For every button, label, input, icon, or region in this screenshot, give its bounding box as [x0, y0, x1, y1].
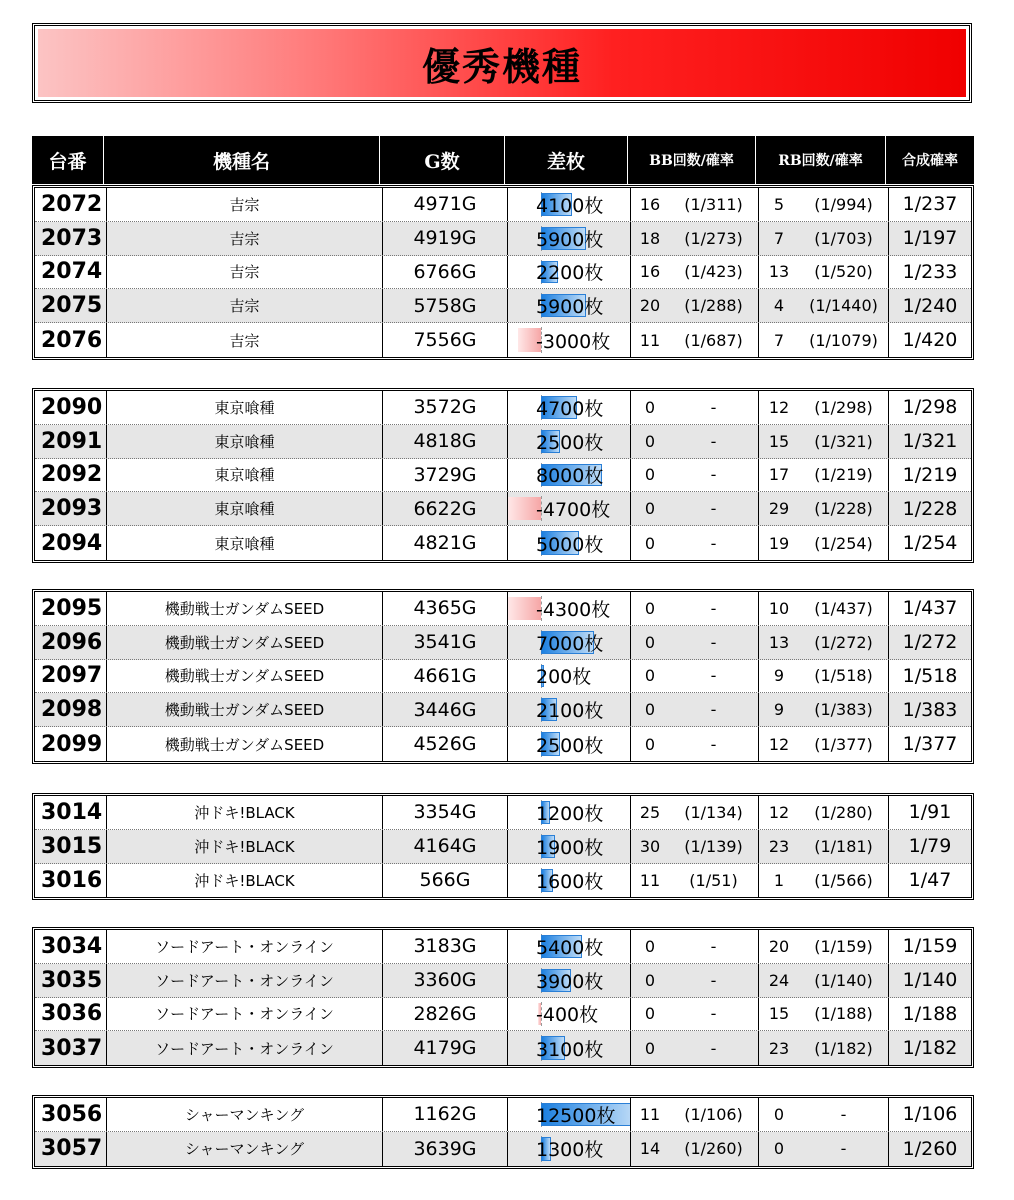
coin-difference-text: 4100枚: [536, 194, 604, 217]
coin-difference-cell: [508, 796, 631, 829]
rb-rate-cell: (1/188): [799, 998, 889, 1031]
rb-count-cell: 1: [773, 870, 785, 890]
rb-count-cell: 9: [773, 700, 785, 720]
table-row[interactable]: [35, 592, 971, 626]
rb-count-cell: 24: [768, 970, 790, 990]
header-no: 台番: [32, 136, 104, 184]
bb-rate-cell: (1/273): [669, 222, 759, 255]
machine-number-cell: 3056: [35, 1098, 107, 1131]
machine-name-cell: 吉宗: [107, 323, 383, 357]
bb-rate-cell: (1/260): [669, 1132, 759, 1166]
bb-rate-cell: (1/687): [669, 323, 759, 357]
coin-difference-text: 1300枚: [536, 1139, 604, 1162]
machine-number-cell: 3036: [35, 998, 107, 1031]
rb-count-cell: 23: [768, 1038, 790, 1058]
table-row[interactable]: [35, 492, 971, 526]
bb-rate-cell: -: [669, 492, 759, 525]
game-count-cell: 4526G: [383, 727, 508, 761]
bb-rate-cell: -: [669, 592, 759, 625]
coin-difference-text: 7000枚: [536, 632, 604, 655]
coin-difference-text: -400枚: [536, 1004, 599, 1027]
bb-rate-cell: -: [669, 998, 759, 1031]
table-row[interactable]: [35, 660, 971, 694]
machine-name-cell: 東京喰種: [107, 526, 383, 560]
coin-difference-cell: [508, 626, 631, 659]
coin-difference-cell: [508, 830, 631, 863]
coin-difference-cell: [508, 256, 631, 289]
table-row[interactable]: [35, 1098, 971, 1132]
coin-difference-text: -4700枚: [536, 499, 611, 522]
machine-name-cell: 東京喰種: [107, 492, 383, 525]
rb-rate-cell: (1/228): [799, 492, 889, 525]
rb-count-cell: 12: [768, 397, 790, 417]
bb-rate-cell: -: [669, 693, 759, 726]
rb-count-cell: 9: [773, 666, 785, 686]
machine-name-cell: 沖ドキ!BLACK: [107, 864, 383, 898]
header-diff: 差枚: [505, 136, 628, 184]
game-count-cell: 3360G: [383, 964, 508, 997]
machine-number-cell: 2096: [35, 626, 107, 659]
coin-difference-cell: [508, 1098, 631, 1131]
machine-name-cell: 沖ドキ!BLACK: [107, 796, 383, 829]
combined-rate-cell: 1/159: [902, 935, 958, 958]
machine-group: [32, 927, 974, 1068]
combined-rate-cell: 1/182: [902, 1037, 958, 1060]
machine-name-cell: 吉宗: [107, 256, 383, 289]
rb-count-cell: 7: [773, 330, 785, 350]
combined-rate-cell: 1/233: [902, 260, 958, 283]
table-row[interactable]: [35, 391, 971, 425]
coin-difference-text: 8000枚: [536, 465, 604, 488]
game-count-cell: 4971G: [383, 188, 508, 221]
coin-difference-cell: [508, 930, 631, 963]
combined-rate-cell: 1/237: [902, 193, 958, 216]
machine-name-cell: ソードアート・オンライン: [107, 1031, 383, 1065]
rb-rate-cell: -: [799, 1098, 889, 1131]
game-count-cell: 4365G: [383, 592, 508, 625]
machine-name-cell: シャーマンキング: [107, 1132, 383, 1166]
bb-count-cell: 11: [639, 330, 661, 350]
machine-name-cell: 東京喰種: [107, 459, 383, 492]
coin-difference-cell: [508, 693, 631, 726]
game-count-cell: 2826G: [383, 998, 508, 1031]
rb-count-cell: 20: [768, 936, 790, 956]
machine-number-cell: 2074: [35, 256, 107, 289]
game-count-cell: 4919G: [383, 222, 508, 255]
rb-rate-cell: (1/518): [799, 660, 889, 693]
header-rb: RB回数/確率: [756, 136, 886, 184]
header-bb: BB回数/確率: [628, 136, 756, 184]
combined-rate-cell: 1/106: [902, 1103, 958, 1126]
coin-difference-cell: [508, 459, 631, 492]
rb-count-cell: 7: [773, 228, 785, 248]
coin-difference-cell: [508, 1132, 631, 1166]
machine-name-cell: ソードアート・オンライン: [107, 930, 383, 963]
coin-difference-text: 4700枚: [536, 397, 604, 420]
rb-count-cell: 29: [768, 499, 790, 519]
rb-rate-cell: (1/383): [799, 693, 889, 726]
coin-difference-cell: [508, 391, 631, 424]
table-row[interactable]: [35, 425, 971, 459]
bb-rate-cell: (1/288): [669, 289, 759, 322]
game-count-cell: 4164G: [383, 830, 508, 863]
combined-rate-cell: 1/91: [908, 801, 952, 824]
bb-count-cell: 0: [644, 1004, 656, 1024]
coin-difference-text: 5900枚: [536, 228, 604, 251]
bb-count-cell: 0: [644, 598, 656, 618]
rb-rate-cell: (1/321): [799, 425, 889, 458]
bb-count-cell: 11: [639, 1104, 661, 1124]
coin-difference-cell: [508, 592, 631, 625]
machine-number-cell: 3014: [35, 796, 107, 829]
combined-rate-cell: 1/188: [902, 1002, 958, 1025]
bb-count-cell: 11: [639, 870, 661, 890]
game-count-cell: 7556G: [383, 323, 508, 357]
table-row[interactable]: [35, 864, 971, 898]
bb-count-cell: 0: [644, 666, 656, 686]
coin-difference-cell: [508, 1031, 631, 1065]
coin-difference-text: 1600枚: [536, 870, 604, 893]
bb-rate-cell: -: [669, 930, 759, 963]
machine-name-cell: 機動戦士ガンダムSEED: [107, 626, 383, 659]
machine-name-cell: 東京喰種: [107, 425, 383, 458]
combined-rate-cell: 1/298: [902, 396, 958, 419]
machine-group: [32, 185, 974, 360]
bb-rate-cell: -: [669, 727, 759, 761]
table-row[interactable]: [35, 323, 971, 357]
game-count-cell: 4821G: [383, 526, 508, 560]
machine-number-cell: 2090: [35, 391, 107, 424]
rb-rate-cell: (1/566): [799, 864, 889, 898]
header-games: G数: [380, 136, 505, 184]
table-row[interactable]: [35, 998, 971, 1032]
rb-count-cell: 0: [773, 1104, 785, 1124]
bb-rate-cell: -: [669, 626, 759, 659]
machine-name-cell: 機動戦士ガンダムSEED: [107, 592, 383, 625]
title-background: [38, 29, 966, 97]
coin-difference-cell: [508, 526, 631, 560]
machine-number-cell: 2075: [35, 289, 107, 322]
coin-difference-text: 1900枚: [536, 836, 604, 859]
table-row[interactable]: [35, 1132, 971, 1166]
coin-difference-cell: [508, 188, 631, 221]
bb-count-cell: 20: [639, 296, 661, 316]
table-row[interactable]: [35, 693, 971, 727]
game-count-cell: 6622G: [383, 492, 508, 525]
rb-rate-cell: (1/140): [799, 964, 889, 997]
machine-name-cell: 沖ドキ!BLACK: [107, 830, 383, 863]
coin-difference-text: -3000枚: [536, 330, 611, 353]
coin-difference-cell: [508, 727, 631, 761]
combined-rate-cell: 1/79: [908, 835, 952, 858]
machine-name-cell: 吉宗: [107, 289, 383, 322]
bb-rate-cell: (1/134): [669, 796, 759, 829]
coin-difference-cell: [508, 660, 631, 693]
bb-rate-cell: -: [669, 1031, 759, 1065]
rb-count-cell: 0: [773, 1139, 785, 1159]
game-count-cell: 5758G: [383, 289, 508, 322]
header-name: 機種名: [104, 136, 380, 184]
table-row[interactable]: [35, 526, 971, 560]
machine-number-cell: 2094: [35, 526, 107, 560]
machine-number-cell: 2098: [35, 693, 107, 726]
game-count-cell: 3729G: [383, 459, 508, 492]
machine-number-cell: 2076: [35, 323, 107, 357]
bb-count-cell: 0: [644, 734, 656, 754]
bb-count-cell: 16: [639, 262, 661, 282]
machine-number-cell: 2093: [35, 492, 107, 525]
combined-rate-cell: 1/383: [902, 698, 958, 721]
machine-number-cell: 2099: [35, 727, 107, 761]
combined-rate-cell: 1/260: [902, 1137, 958, 1160]
machine-name-cell: ソードアート・オンライン: [107, 998, 383, 1031]
coin-difference-text: 2500枚: [536, 734, 604, 757]
combined-rate-cell: 1/254: [902, 532, 958, 555]
machine-group: [32, 589, 974, 764]
bb-count-cell: 0: [644, 700, 656, 720]
combined-rate-cell: 1/240: [902, 294, 958, 317]
rb-rate-cell: (1/703): [799, 222, 889, 255]
table-row[interactable]: [35, 1031, 971, 1065]
rb-rate-cell: (1/994): [799, 188, 889, 221]
coin-difference-text: 2100枚: [536, 700, 604, 723]
game-count-cell: 3541G: [383, 626, 508, 659]
combined-rate-cell: 1/272: [902, 631, 958, 654]
rb-rate-cell: (1/272): [799, 626, 889, 659]
rb-rate-cell: (1/159): [799, 930, 889, 963]
coin-difference-text: -4300枚: [536, 598, 611, 621]
table-row[interactable]: [35, 289, 971, 323]
header-combined: 合成確率: [902, 153, 958, 169]
machine-name-cell: 機動戦士ガンダムSEED: [107, 727, 383, 761]
coin-difference-cell: [508, 323, 631, 357]
game-count-cell: 4661G: [383, 660, 508, 693]
bb-rate-cell: (1/311): [669, 188, 759, 221]
machine-number-cell: 2091: [35, 425, 107, 458]
coin-difference-cell: [508, 864, 631, 898]
rb-rate-cell: (1/1079): [799, 323, 889, 357]
game-count-cell: 566G: [383, 864, 508, 898]
bb-rate-cell: (1/423): [669, 256, 759, 289]
combined-rate-cell: 1/518: [902, 664, 958, 687]
table-row[interactable]: [35, 964, 971, 998]
game-count-cell: 4179G: [383, 1031, 508, 1065]
table-row[interactable]: [35, 188, 971, 222]
rb-rate-cell: (1/219): [799, 459, 889, 492]
coin-difference-text: 12500枚: [536, 1104, 616, 1127]
combined-rate-cell: 1/377: [902, 733, 958, 756]
combined-rate-cell: 1/197: [902, 227, 958, 250]
rb-count-cell: 10: [768, 598, 790, 618]
coin-difference-cell: [508, 964, 631, 997]
coin-difference-text: 5400枚: [536, 936, 604, 959]
table-row[interactable]: [35, 830, 971, 864]
combined-rate-cell: 1/420: [902, 329, 958, 352]
rb-rate-cell: (1/181): [799, 830, 889, 863]
machine-number-cell: 3057: [35, 1132, 107, 1166]
machine-number-cell: 3034: [35, 930, 107, 963]
game-count-cell: 4818G: [383, 425, 508, 458]
machine-number-cell: 3016: [35, 864, 107, 898]
table-row[interactable]: [35, 459, 971, 493]
game-count-cell: 3354G: [383, 796, 508, 829]
rb-count-cell: 23: [768, 836, 790, 856]
machine-number-cell: 3015: [35, 830, 107, 863]
combined-rate-cell: 1/321: [902, 430, 958, 453]
table-row[interactable]: [35, 222, 971, 256]
table-header: [32, 136, 974, 184]
combined-rate-cell: 1/228: [902, 497, 958, 520]
table-row[interactable]: [35, 930, 971, 964]
game-count-cell: 1162G: [383, 1098, 508, 1131]
game-count-cell: 3572G: [383, 391, 508, 424]
rb-rate-cell: (1/1440): [799, 289, 889, 322]
coin-difference-text: 3900枚: [536, 970, 604, 993]
combined-rate-cell: 1/437: [902, 597, 958, 620]
machine-number-cell: 3037: [35, 1031, 107, 1065]
machine-group: [32, 1095, 974, 1169]
bb-count-cell: 0: [644, 397, 656, 417]
machine-number-cell: 2092: [35, 459, 107, 492]
title-banner: [32, 23, 972, 103]
rb-rate-cell: (1/182): [799, 1031, 889, 1065]
game-count-cell: 3639G: [383, 1132, 508, 1166]
machine-number-cell: 3035: [35, 964, 107, 997]
game-count-cell: 6766G: [383, 256, 508, 289]
coin-difference-text: 2200枚: [536, 262, 604, 285]
bb-count-cell: 0: [644, 533, 656, 553]
rb-count-cell: 15: [768, 431, 790, 451]
rb-rate-cell: (1/280): [799, 796, 889, 829]
bb-count-cell: 14: [639, 1139, 661, 1159]
rb-rate-cell: (1/298): [799, 391, 889, 424]
rb-rate-cell: -: [799, 1132, 889, 1166]
machine-name-cell: シャーマンキング: [107, 1098, 383, 1131]
bb-rate-cell: (1/106): [669, 1098, 759, 1131]
rb-rate-cell: (1/520): [799, 256, 889, 289]
bb-count-cell: 0: [644, 499, 656, 519]
machine-group: [32, 388, 974, 563]
coin-difference-cell: [508, 425, 631, 458]
coin-difference-text: 5900枚: [536, 296, 604, 319]
machine-number-cell: 2095: [35, 592, 107, 625]
coin-difference-cell: [508, 998, 631, 1031]
bb-count-cell: 0: [644, 1038, 656, 1058]
rb-count-cell: 13: [768, 632, 790, 652]
machine-name-cell: 機動戦士ガンダムSEED: [107, 660, 383, 693]
table-row[interactable]: [35, 727, 971, 761]
bb-rate-cell: -: [669, 425, 759, 458]
bb-rate-cell: -: [669, 964, 759, 997]
table-row[interactable]: [35, 626, 971, 660]
combined-rate-cell: 1/140: [902, 969, 958, 992]
rb-count-cell: 13: [768, 262, 790, 282]
bb-count-cell: 0: [644, 970, 656, 990]
game-count-cell: 3183G: [383, 930, 508, 963]
rb-rate-cell: (1/254): [799, 526, 889, 560]
rb-count-cell: 12: [768, 734, 790, 754]
machine-number-cell: 2073: [35, 222, 107, 255]
combined-rate-cell: 1/219: [902, 463, 958, 486]
bb-count-cell: 16: [639, 194, 661, 214]
bb-rate-cell: (1/51): [669, 864, 759, 898]
rb-rate-cell: (1/377): [799, 727, 889, 761]
combined-rate-cell: 1/47: [908, 869, 952, 892]
bb-rate-cell: -: [669, 391, 759, 424]
coin-difference-text: 5000枚: [536, 533, 604, 556]
bb-rate-cell: -: [669, 526, 759, 560]
coin-difference-text: 200枚: [536, 666, 592, 689]
bb-count-cell: 0: [644, 936, 656, 956]
bb-rate-cell: -: [669, 660, 759, 693]
rb-rate-cell: (1/437): [799, 592, 889, 625]
bb-count-cell: 30: [639, 836, 661, 856]
rb-count-cell: 19: [768, 533, 790, 553]
machine-number-cell: 2072: [35, 188, 107, 221]
game-count-cell: 3446G: [383, 693, 508, 726]
machine-name-cell: 吉宗: [107, 188, 383, 221]
table-row[interactable]: [35, 796, 971, 830]
bb-count-cell: 18: [639, 228, 661, 248]
coin-difference-text: 2500枚: [536, 431, 604, 454]
bb-count-cell: 25: [639, 802, 661, 822]
rb-count-cell: 12: [768, 802, 790, 822]
machine-name-cell: 吉宗: [107, 222, 383, 255]
page-title: 優秀機種: [421, 44, 582, 89]
bb-count-cell: 0: [644, 632, 656, 652]
machine-name-cell: 機動戦士ガンダムSEED: [107, 693, 383, 726]
rb-count-cell: 5: [773, 194, 785, 214]
rb-count-cell: 15: [768, 1004, 790, 1024]
machine-name-cell: ソードアート・オンライン: [107, 964, 383, 997]
bb-rate-cell: -: [669, 459, 759, 492]
coin-difference-text: 1200枚: [536, 802, 604, 825]
machine-group: [32, 793, 974, 900]
coin-difference-cell: [508, 492, 631, 525]
rb-count-cell: 17: [768, 465, 790, 485]
rb-count-cell: 4: [773, 296, 785, 316]
bb-rate-cell: (1/139): [669, 830, 759, 863]
bb-count-cell: 0: [644, 431, 656, 451]
coin-difference-text: 3100枚: [536, 1038, 604, 1061]
coin-difference-cell: [508, 222, 631, 255]
bb-count-cell: 0: [644, 465, 656, 485]
machine-number-cell: 2097: [35, 660, 107, 693]
table-row[interactable]: [35, 256, 971, 290]
machine-name-cell: 東京喰種: [107, 391, 383, 424]
coin-difference-cell: [508, 289, 631, 322]
